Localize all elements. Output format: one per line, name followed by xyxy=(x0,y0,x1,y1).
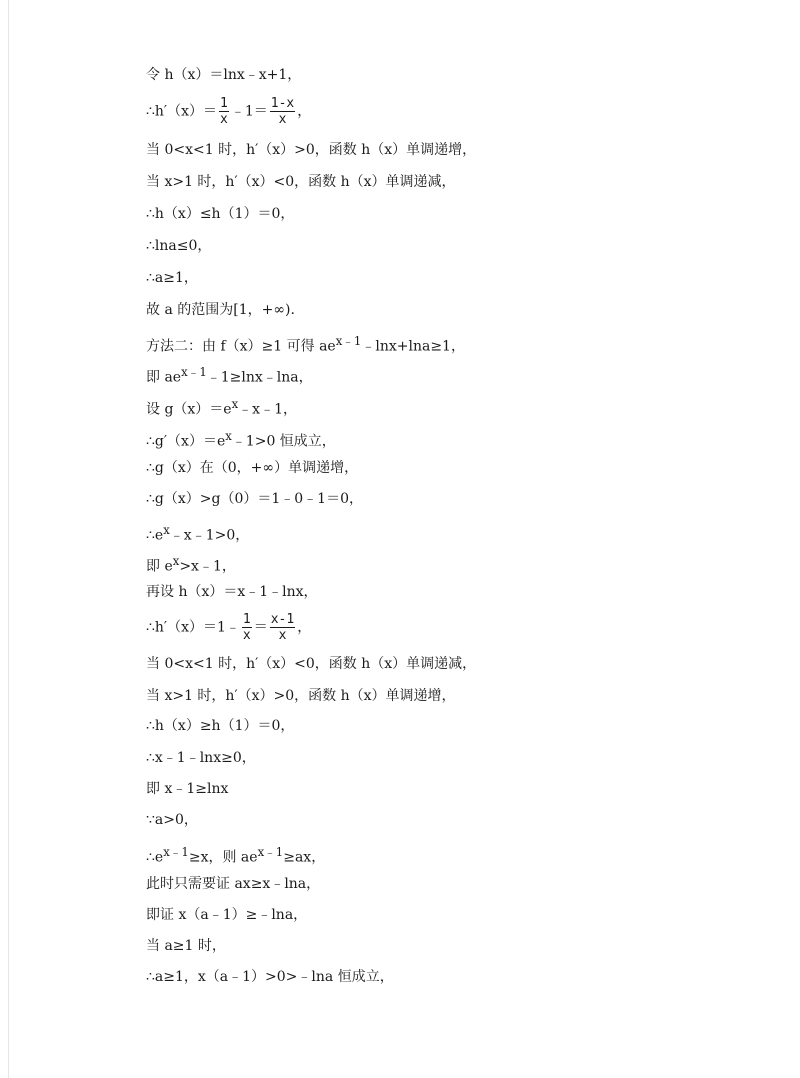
page-border xyxy=(8,0,9,1078)
line-24: ∵a>0， xyxy=(146,812,198,828)
line-7: ∴a≥1， xyxy=(146,270,198,286)
line-1: 令 h（x）＝lnx﹣x+1， xyxy=(146,67,302,83)
line-10: 即 $ae^{x﹣1}﹣1\ge\ln x﹣\ln a$， xyxy=(146,365,313,386)
line-2: ∴h′（x）＝ $\frac{1}{x}$ ﹣1＝ $\frac{1-x}{x}$ ， xyxy=(146,96,312,127)
fraction: $\frac{x-1}{x}$ xyxy=(270,612,295,643)
line-12: $\therefore g'(x)=e^x﹣1>0$ 恒成立， xyxy=(146,429,336,450)
line-26: 此时只需要证 ax≥x﹣lna， xyxy=(146,876,321,892)
line-19: 当 0<x<1 时，h′（x）<0，函数 h（x）单调递减， xyxy=(146,656,477,672)
line-18: ∴h′（x）＝1﹣ $\frac{1}{x}$ ＝ $\frac{x-1}{x}$ ， xyxy=(146,612,312,643)
line-4: 当 x>1 时，h′（x）<0，函数 h（x）单调递减， xyxy=(146,174,456,190)
line-17: 再设 h（x）＝x﹣1﹣lnx， xyxy=(146,584,318,600)
line-25: $\therefore e^{x﹣1}\ge x$，则 $ae^{x﹣1}\ge ax$， xyxy=(146,845,326,866)
line-5: ∴h（x）≤h（1）＝0， xyxy=(146,206,295,222)
fraction: $\frac{1}{x}$ xyxy=(242,612,251,643)
line-20: 当 x>1 时，h′（x）>0，函数 h（x）单调递增， xyxy=(146,688,456,704)
line-29: ∴a≥1，x（a﹣1）>0>﹣lna 恒成立， xyxy=(146,969,394,985)
line-16: 即 $e^x>x﹣1$， xyxy=(146,554,236,575)
line-3: 当 0<x<1 时，h′（x）>0，函数 h（x）单调递增， xyxy=(146,142,477,158)
line-27: 即证 x（a﹣1）≥﹣lna， xyxy=(146,907,308,923)
line-11: 设 $g(x)=e^x﹣x﹣1$， xyxy=(146,397,297,418)
line-8: 故 a 的范围为[1，+∞). xyxy=(146,302,295,318)
line-9: 方法二：由 f（x）≥1 可得 $ae^{x﹣1}﹣\ln x+\ln a\ge 1$， xyxy=(146,334,465,355)
line-13: ∴g（x）在（0，+∞）单调递增， xyxy=(146,460,359,476)
line-23: 即 x﹣1≥lnx xyxy=(146,781,229,797)
line-14: ∴g（x）>g（0）＝1﹣0﹣1＝0， xyxy=(146,491,363,507)
fraction: $\frac{1-x}{x}$ xyxy=(270,96,295,127)
document-body xyxy=(146,0,766,1078)
line-21: ∴h（x）≥h（1）＝0， xyxy=(146,718,295,734)
line-15: $\therefore e^x﹣x﹣1>0$， xyxy=(146,523,250,544)
fraction: $\frac{1}{x}$ xyxy=(220,96,228,127)
line-28: 当 a≥1 时， xyxy=(146,938,226,954)
line-6: ∴lna≤0， xyxy=(146,238,212,254)
line-22: ∴x﹣1﹣lnx≥0， xyxy=(146,750,256,766)
